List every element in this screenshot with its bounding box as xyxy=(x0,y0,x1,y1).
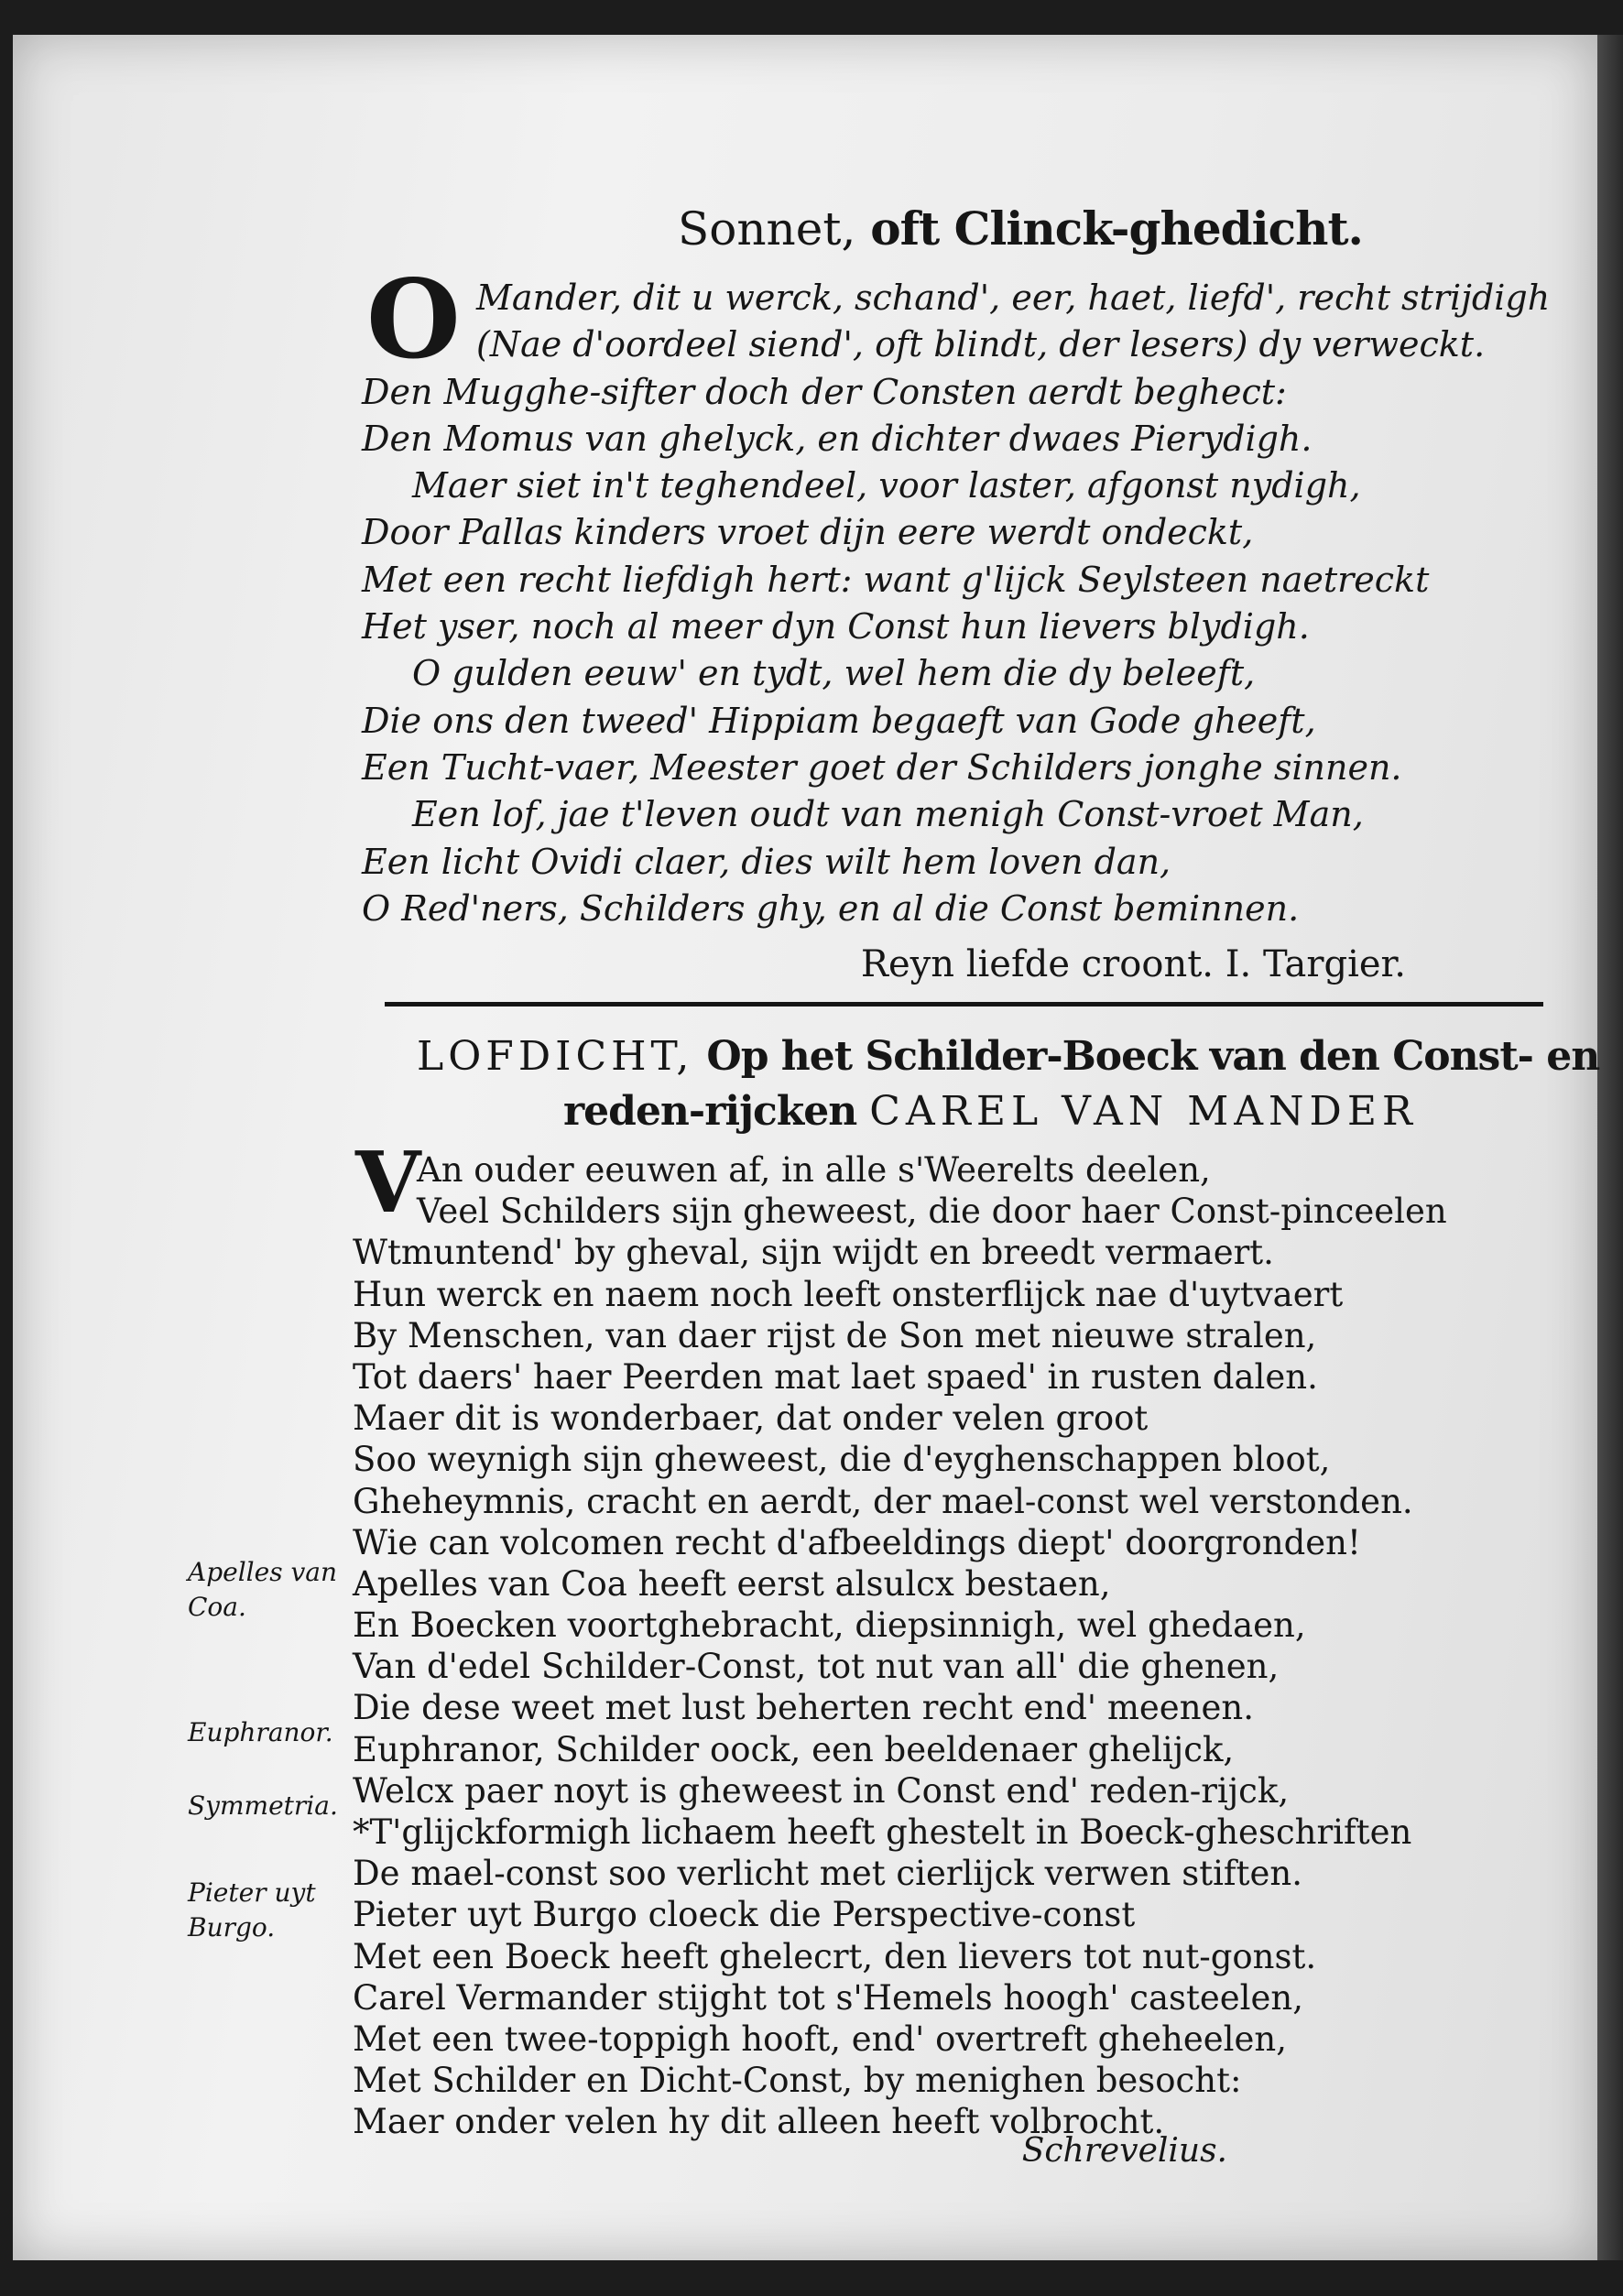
poem-line: By Menschen, van daer rijst de Son met nieuwe stralen, xyxy=(353,1315,1317,1355)
sonnet-line: Door Pallas kinders vroet dijn eere werdt ondeckt, xyxy=(362,512,1254,553)
poem-line: Welcx paer noyt is gheweest in Const end' reden-rijck, xyxy=(353,1770,1290,1811)
poem-line: Met een Boeck heeft ghelecrt, den lievers tot nut-gonst. xyxy=(353,1936,1317,1976)
poem-line: Wtmuntend' by gheval, sijn wijdt en breedt vermaert. xyxy=(353,1233,1274,1273)
section-divider xyxy=(385,1002,1543,1007)
sonnet-line: Maer siet in't teghendeel, voor laster, afgonst nydigh, xyxy=(412,465,1361,506)
poem-line: An ouder eeuwen af, in alle s'Weerelts deelen, xyxy=(417,1150,1211,1190)
poem-line: Met Schilder en Dicht-Const, by menighen besocht: xyxy=(353,2061,1242,2101)
sonnet-text xyxy=(362,275,1551,932)
lofdicht-title-caps: LOFDICHT, xyxy=(417,1033,694,1080)
lofdicht-title xyxy=(417,1033,1600,1080)
poem-line: Apelles van Coa heeft eerst alsulcx bestaen, xyxy=(353,1563,1111,1604)
lofdicht-sub-caps: CAREL VAN MANDER xyxy=(869,1088,1419,1135)
poem-line: De mael-const soo verlicht met cierlijck verwen stiften. xyxy=(353,1854,1302,1894)
lofdicht-text xyxy=(353,1149,1543,2143)
margin-note-euphranor: Euphranor. xyxy=(188,1717,333,1747)
poem-line: Veel Schilders sijn gheweest, die door haer Const-pinceelen xyxy=(417,1192,1447,1232)
book-edge xyxy=(1597,35,1623,2260)
sonnet-line: Een Tucht-vaer, Meester goet der Schilders jonghe sinnen. xyxy=(362,746,1402,788)
margin-note-pieter: Pieter uyt xyxy=(188,1877,316,1908)
poem-line: Gheheymnis, cracht en aerdt, der mael-const wel verstonden. xyxy=(353,1481,1413,1521)
sonnet-line: Een licht Ovidi claer, dies wilt hem loven dan, xyxy=(362,841,1171,882)
sonnet-line: Den Mugghe-sifter doch der Consten aerdt beghect: xyxy=(362,371,1287,412)
poem-line: Met een twee-toppigh hooft, end' overtreft gheheelen, xyxy=(353,2019,1287,2059)
poem-line: Wie can volcomen recht d'afbeeldings diept' doorgronden! xyxy=(353,1522,1361,1562)
sonnet-line: Met een recht liefdigh hert: want g'lijck Seylsteen naetreckt xyxy=(362,559,1430,600)
sonnet-line: Den Momus van ghelyck, en dichter dwaes Pierydigh. xyxy=(362,418,1313,459)
poem-line: En Boecken voortghebracht, diepsinnigh, wel ghedaen, xyxy=(353,1605,1306,1646)
sonnet-signature: Reyn liefde croont. I. Targier. xyxy=(860,943,1406,985)
sonnet-line: (Nae d'oordeel siend', oft blindt, der lesers) dy verweckt. xyxy=(476,324,1486,365)
poem-line: Pieter uyt Burgo cloeck die Perspective-const xyxy=(353,1895,1136,1935)
poem-line: Euphranor, Schilder oock, een beeldenaer ghelijck, xyxy=(353,1729,1235,1769)
poem-line: Maer dit is wonderbaer, dat onder velen groot xyxy=(353,1398,1149,1439)
sonnet-line: O Red'ners, Schilders ghy, en al die Const beminnen. xyxy=(362,887,1300,929)
sonnet-title xyxy=(678,201,1411,256)
sonnet-drop-cap: O xyxy=(366,256,461,383)
poem-line: Soo weynigh sijn gheweest, die d'eyghenschappen bloot, xyxy=(353,1440,1331,1480)
poem-line: Van d'edel Schilder-Const, tot nut van all' die ghenen, xyxy=(353,1647,1280,1687)
sonnet-line: Het yser, noch al meer dyn Const hun lievers blydigh. xyxy=(362,606,1310,647)
poem-line: Tot daers' haer Peerden mat laet spaed' in rusten dalen. xyxy=(353,1356,1318,1397)
lofdicht-subtitle xyxy=(563,1088,1571,1135)
lofdicht-sub-blackletter: reden-rijcken xyxy=(563,1088,857,1135)
lofdicht-title-blackletter: Op het Schilder-Boeck van den Const- en xyxy=(706,1033,1600,1080)
poem-line: Hun werck en naem noch leeft onsterflijck nae d'uytvaert xyxy=(353,1274,1344,1314)
poem-line: Maer onder velen hy dit alleen heeft volbrocht. xyxy=(353,2102,1165,2142)
sonnet-line: Mander, dit u werck, schand', eer, haet, liefd', recht strijdigh xyxy=(476,277,1551,318)
sonnet-line: Die ons den tweed' Hippiam begaeft van Gode gheeft, xyxy=(362,700,1316,741)
poem-line: Die dese weet met lust beherten recht end' meenen. xyxy=(353,1688,1255,1728)
margin-note-symmetria: Symmetria. xyxy=(188,1790,338,1821)
poem-line: Carel Vermander stijght tot s'Hemels hoogh' casteelen, xyxy=(353,1977,1304,2018)
sonnet-line: Een lof, jae t'leven oudt van menigh Const-vroet Man, xyxy=(412,794,1364,835)
sonnet-title-blackletter: oft Clinck-ghedicht. xyxy=(870,201,1363,256)
sonnet-line: O gulden eeuw' en tydt, wel hem die dy beleeft, xyxy=(412,653,1256,694)
sonnet-title-roman: Sonnet, xyxy=(678,202,856,256)
poem-line: *T'glijckformigh lichaem heeft ghestelt in Boeck-gheschriften xyxy=(353,1812,1412,1852)
margin-note-pieter-cont: Burgo. xyxy=(188,1912,276,1942)
lofdicht-drop-cap: V xyxy=(355,1133,421,1232)
margin-note-apelles-cont: Coa. xyxy=(188,1592,246,1622)
margin-note-apelles: Apelles van xyxy=(188,1557,338,1587)
lofdicht-signature: Schrevelius. xyxy=(1021,2132,1227,2170)
